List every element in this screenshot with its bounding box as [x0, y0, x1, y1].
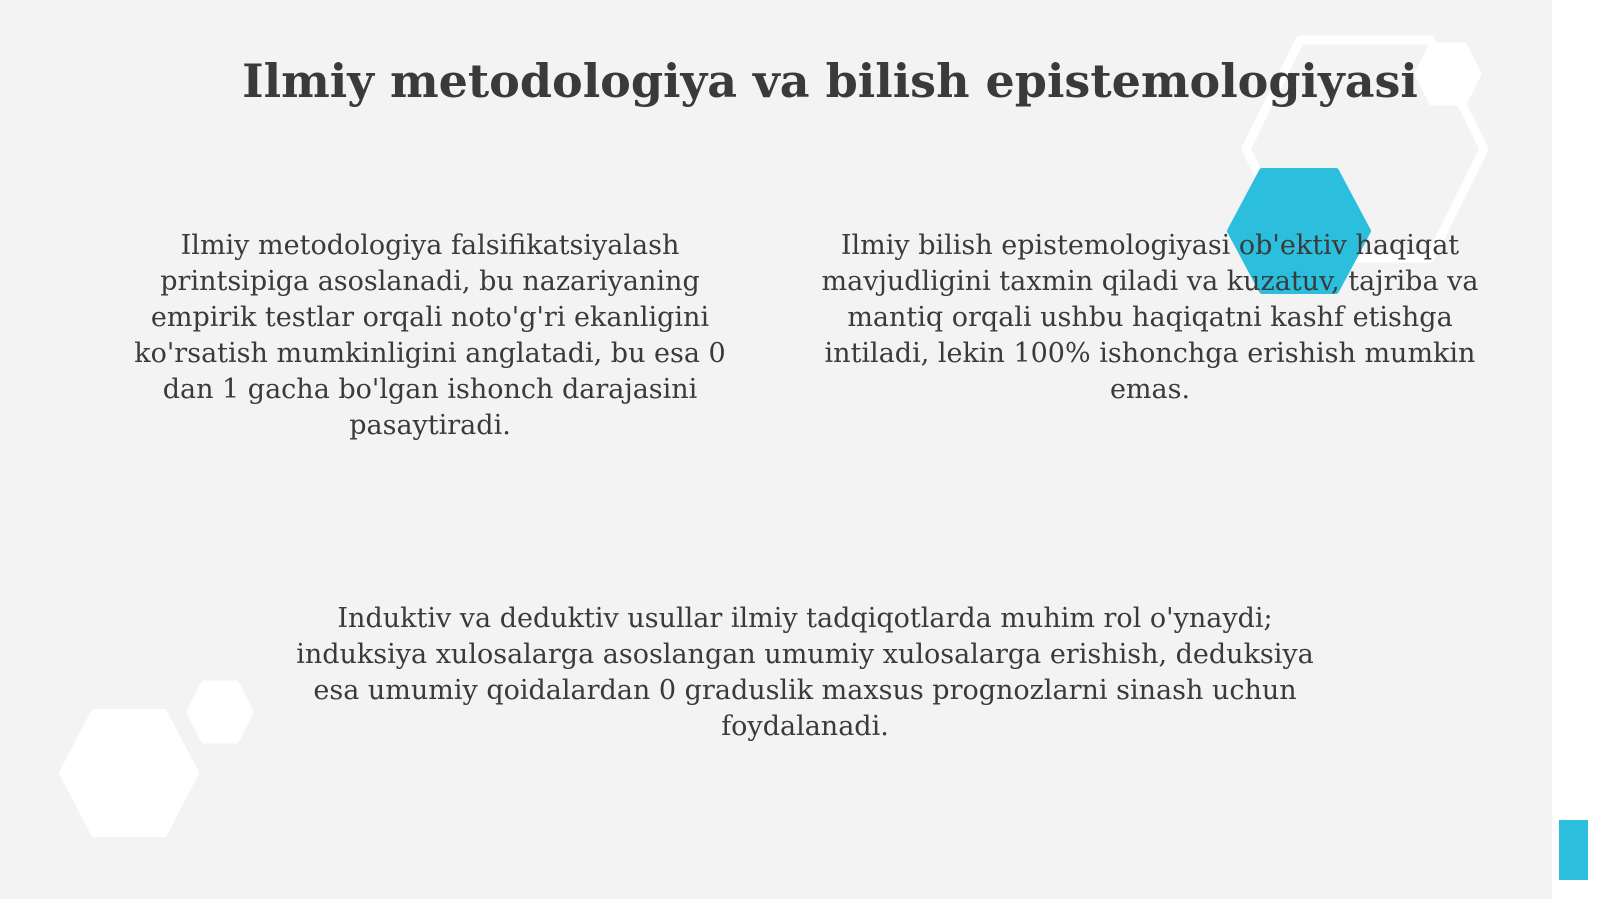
scrollbar-thumb[interactable] — [1559, 820, 1588, 880]
hexagon-white-icon — [186, 680, 254, 744]
paragraph-epistemology: Ilmiy bilish epistemologiyasi ob'ektiv haqiqat mavjudligini taxmin qiladi va kuzatuv, tajriba va mantiq orqali ushbu haqiqatni kashf etishga intiladi, lekin 100% ishonchga erishish mumkin emas. — [821, 230, 1479, 405]
hexagon-white-icon — [58, 708, 200, 838]
viewer-side-panel — [1552, 0, 1600, 899]
slide-title: Ilmiy metodologiya va bilish epistemologiyasi — [242, 54, 1418, 108]
paragraph-induction-deduction: Induktiv va deduktiv usullar ilmiy tadqiqotlarda muhim rol o'ynaydi; induksiya xulosalarga asoslangan umumiy xulosalarga erishish, deduksiya esa umumiy qoidalardan 0 graduslik maxsus prognozlarni sinash uchun foydalanadi. — [296, 603, 1314, 742]
paragraph-methodology: Ilmiy metodologiya falsifikatsiyalash printsipiga asoslanadi, bu nazariyaning empirik testlar orqali noto'g'ri ekanligini ko'rsatish mumkinligini anglatadi, bu esa 0 dan 1 gacha bo'lgan ishonch darajasini pasaytiradi. — [134, 230, 726, 441]
